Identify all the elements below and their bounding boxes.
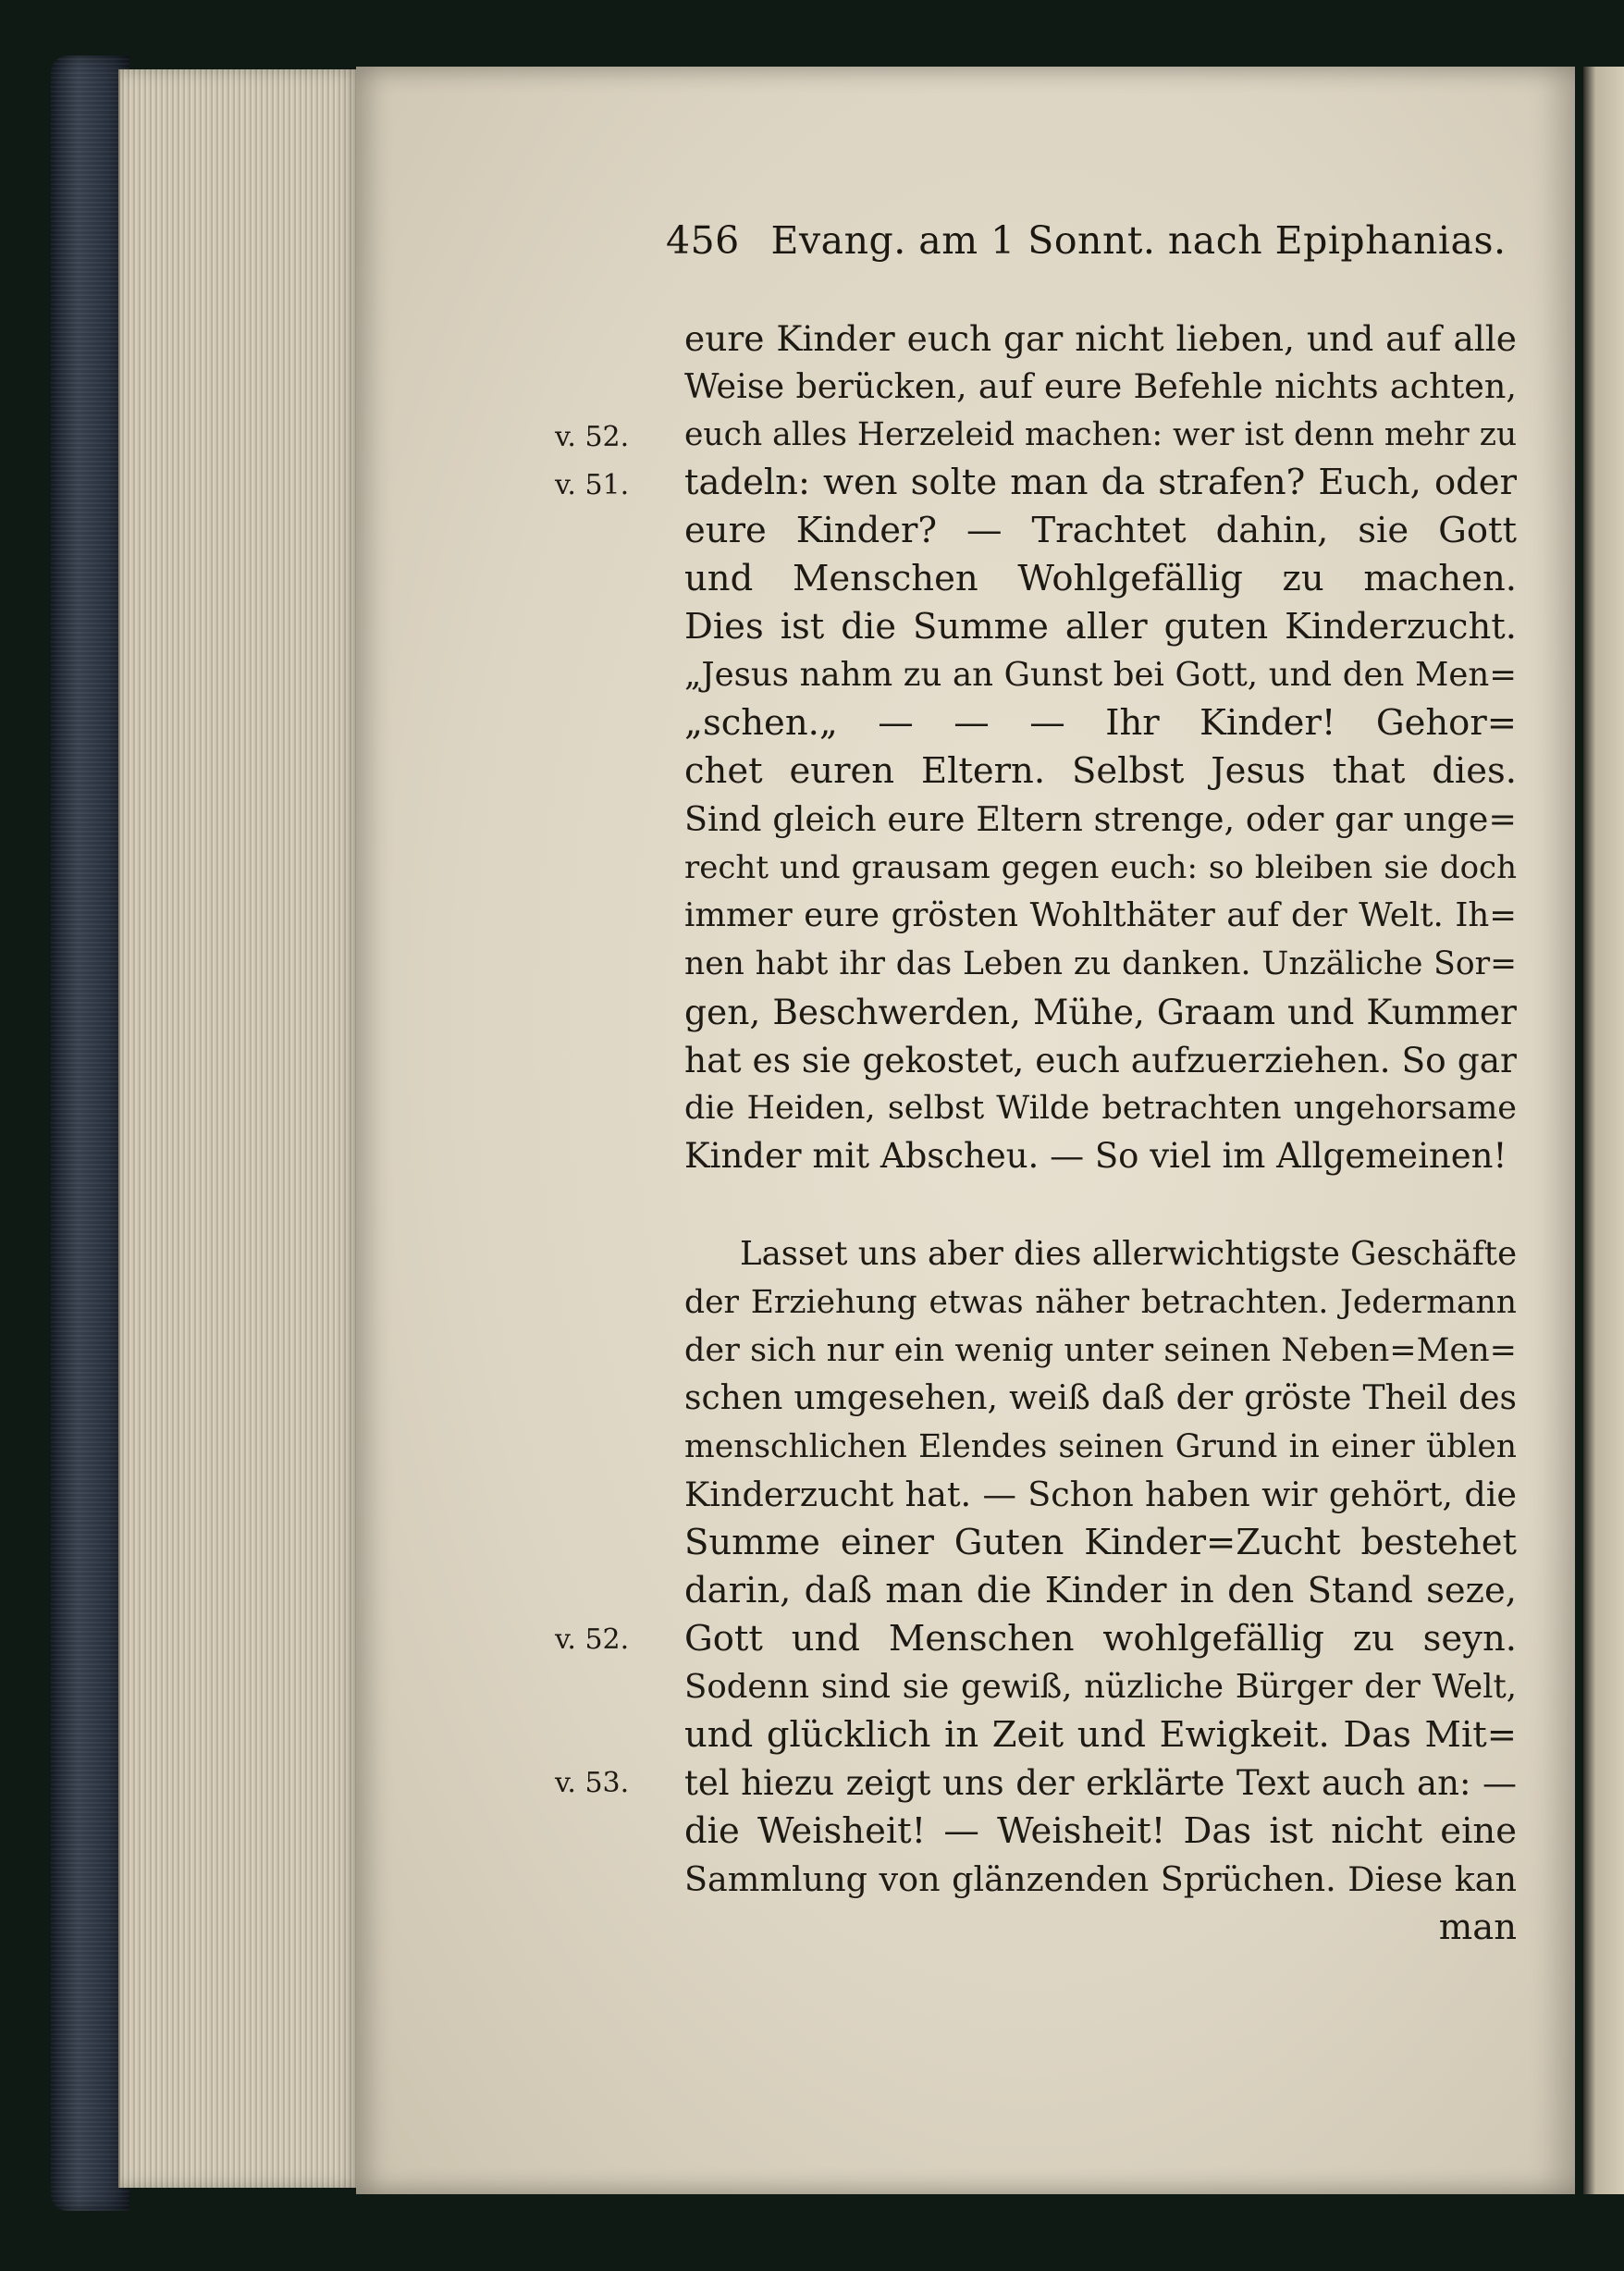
text-line: Lasset uns aber dies allerwichtigste Geschäfte: [740, 1235, 1517, 1273]
scan-background: [0, 0, 1624, 56]
margin-verse-ref: v. 51.: [555, 469, 630, 501]
text-line: die Heiden, selbst Wilde betrachten ungehorsame: [684, 1090, 1517, 1127]
page-number: 456: [666, 218, 740, 263]
text-line: eure Kinder euch gar nicht lieben, und auf alle: [684, 318, 1517, 359]
text-line: der Erziehung etwas näher betrachten. Jedermann: [684, 1284, 1517, 1321]
text-line: chet euren Eltern. Selbst Jesus that dies.: [684, 750, 1517, 792]
text-line: Gott und Menschen wohlgefällig zu seyn.: [684, 1618, 1517, 1660]
paragraph-gap: [684, 1180, 1517, 1230]
text-line: Sammlung von glänzenden Sprüchen. Diese kan: [684, 1859, 1517, 1899]
text-line: die Weisheit! — Weisheit! Das ist nicht eine: [684, 1810, 1517, 1852]
catchword: man: [1438, 1907, 1517, 1948]
paragraph: [684, 1230, 1517, 1904]
text-line: hat es sie gekostet, euch aufzuerziehen. So gar: [684, 1040, 1517, 1080]
text-line: schen umgesehen, weiß daß der gröste Theil des: [684, 1379, 1517, 1417]
running-title: Evang. am 1 Sonnt. nach Epiphanias.: [770, 218, 1507, 263]
text-line: immer eure grösten Wohlthäter auf der Welt. Ih=: [684, 896, 1517, 934]
text-line: euch alles Herzeleid machen: wer ist denn mehr zu: [684, 416, 1517, 453]
text-line: eure Kinder? — Trachtet dahin, sie Gott: [684, 510, 1517, 551]
margin-verse-ref: v. 52.: [555, 421, 630, 453]
paragraph: [684, 315, 1517, 1180]
body-text: [684, 315, 1517, 1952]
text-line: recht und grausam gegen euch: so bleiben sie doch: [684, 849, 1517, 886]
text-line: darin, daß man die Kinder in den Stand seze,: [684, 1570, 1517, 1611]
text-line: menschlichen Elendes seinen Grund in einer üblen: [684, 1428, 1517, 1465]
text-line: nen habt ihr das Leben zu danken. Unzäliche Sor=: [684, 945, 1517, 982]
text-line: Summe einer Guten Kinder=Zucht bestehet: [684, 1522, 1517, 1563]
text-line: „schen.„ — — — Ihr Kinder! Gehor=: [684, 702, 1517, 744]
text-line: tel hiezu zeigt uns der erklärte Text auch an: —: [684, 1763, 1517, 1803]
text-line: tadeln: wen solte man da strafen? Euch, oder: [684, 462, 1517, 503]
facing-page-edge: [1583, 67, 1624, 2194]
text-line: Dies ist die Summe aller guten Kinderzucht.: [684, 606, 1517, 648]
text-line: Kinder mit Abscheu. — So viel im Allgemeinen!: [684, 1136, 1507, 1176]
text-line: Sodenn sind sie gewiß, nüzliche Bürger der Welt,: [684, 1668, 1517, 1706]
text-line: und Menschen Wohlgefällig zu machen.: [684, 558, 1517, 599]
text-line: der sich nur ein wenig unter seinen Neben=Men=: [684, 1332, 1517, 1369]
text-line: und glücklich in Zeit und Ewigkeit. Das Mit=: [684, 1714, 1517, 1756]
page-block-edges: [118, 69, 361, 2188]
text-line: gen, Beschwerden, Mühe, Graam und Kummer: [684, 992, 1517, 1032]
text-line: „Jesus nahm zu an Gunst bei Gott, und den Men=: [684, 656, 1517, 694]
text-line: Weise berücken, auf eure Befehle nichts achten,: [684, 366, 1517, 406]
margin-verse-ref: v. 52.: [555, 1623, 630, 1656]
margin-verse-ref: v. 53.: [555, 1767, 630, 1799]
page-header: [666, 218, 1544, 274]
text-line: Kinderzucht hat. — Schon haben wir gehört, die: [684, 1475, 1517, 1514]
text-line: Sind gleich eure Eltern strenge, oder gar unge=: [684, 799, 1517, 839]
